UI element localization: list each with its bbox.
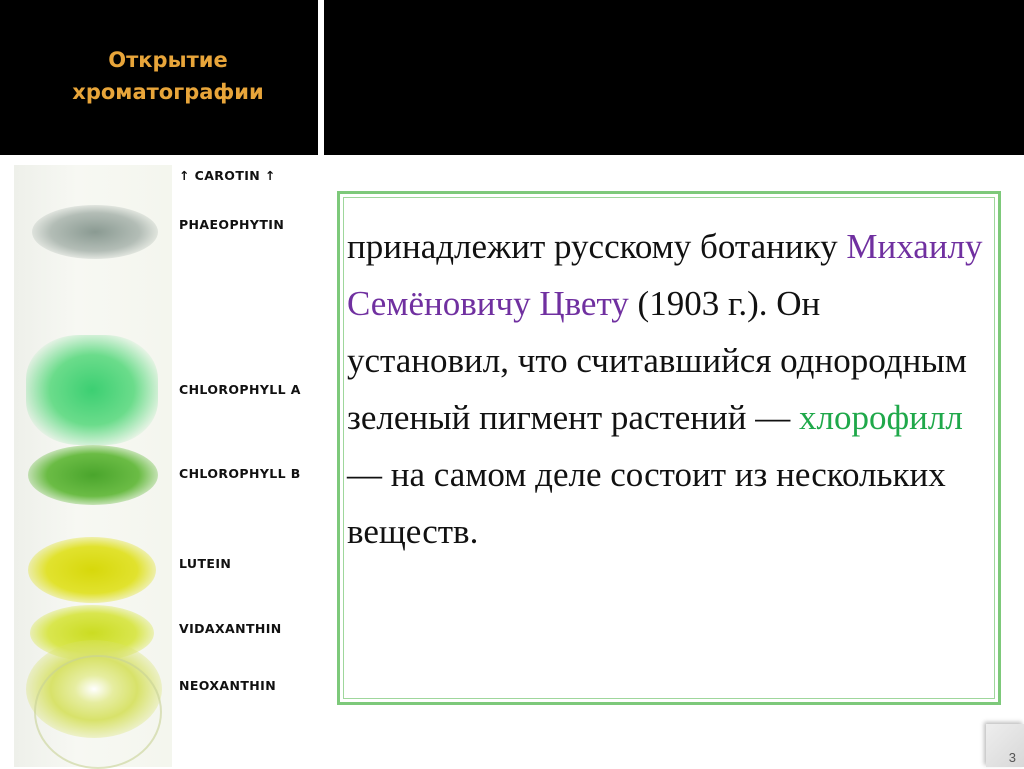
page-number-corner	[986, 724, 1024, 767]
origin-spot-ring	[34, 655, 162, 769]
slide-title: Открытие хроматографии	[72, 48, 264, 104]
label-phaeophytin: PHAEOPHYTIN	[179, 217, 285, 232]
header-band	[0, 0, 1024, 160]
body-paragraph	[347, 218, 987, 560]
chlorophyll-term: хлорофилл	[799, 398, 963, 437]
label-carotin: ↑ CAROTIN ↑	[179, 168, 276, 183]
text-part-3: — на самом деле состоит из нескольких веществ.	[347, 455, 946, 551]
label-chlorophyll-b: CHLOROPHYLL B	[179, 466, 301, 481]
chromatography-strip	[14, 165, 172, 767]
header-divider-horizontal	[0, 155, 1024, 160]
label-lutein: LUTEIN	[179, 556, 232, 571]
lutein-band	[28, 537, 156, 603]
page-number: 3	[1008, 750, 1016, 765]
text-part-1: принадлежит русскому ботанику	[347, 227, 838, 266]
text-box	[337, 191, 1001, 705]
chlorophyll-a-band	[26, 335, 158, 445]
chlorophyll-b-band	[28, 445, 158, 505]
label-neoxanthin: NEOXANTHIN	[179, 678, 277, 693]
scientist-name: Михаилу Семёновичу Цвету	[347, 227, 983, 323]
header-divider-vertical	[318, 0, 324, 160]
phaeophytin-band	[32, 205, 158, 259]
label-chlorophyll-a: CHLOROPHYLL A	[179, 382, 301, 397]
text-part-2: (1903 г.). Он установил, что считавшийся однородным зеленый пигмент растений —	[347, 284, 967, 437]
label-vidaxanthin: VIDAXANTHIN	[179, 621, 282, 636]
